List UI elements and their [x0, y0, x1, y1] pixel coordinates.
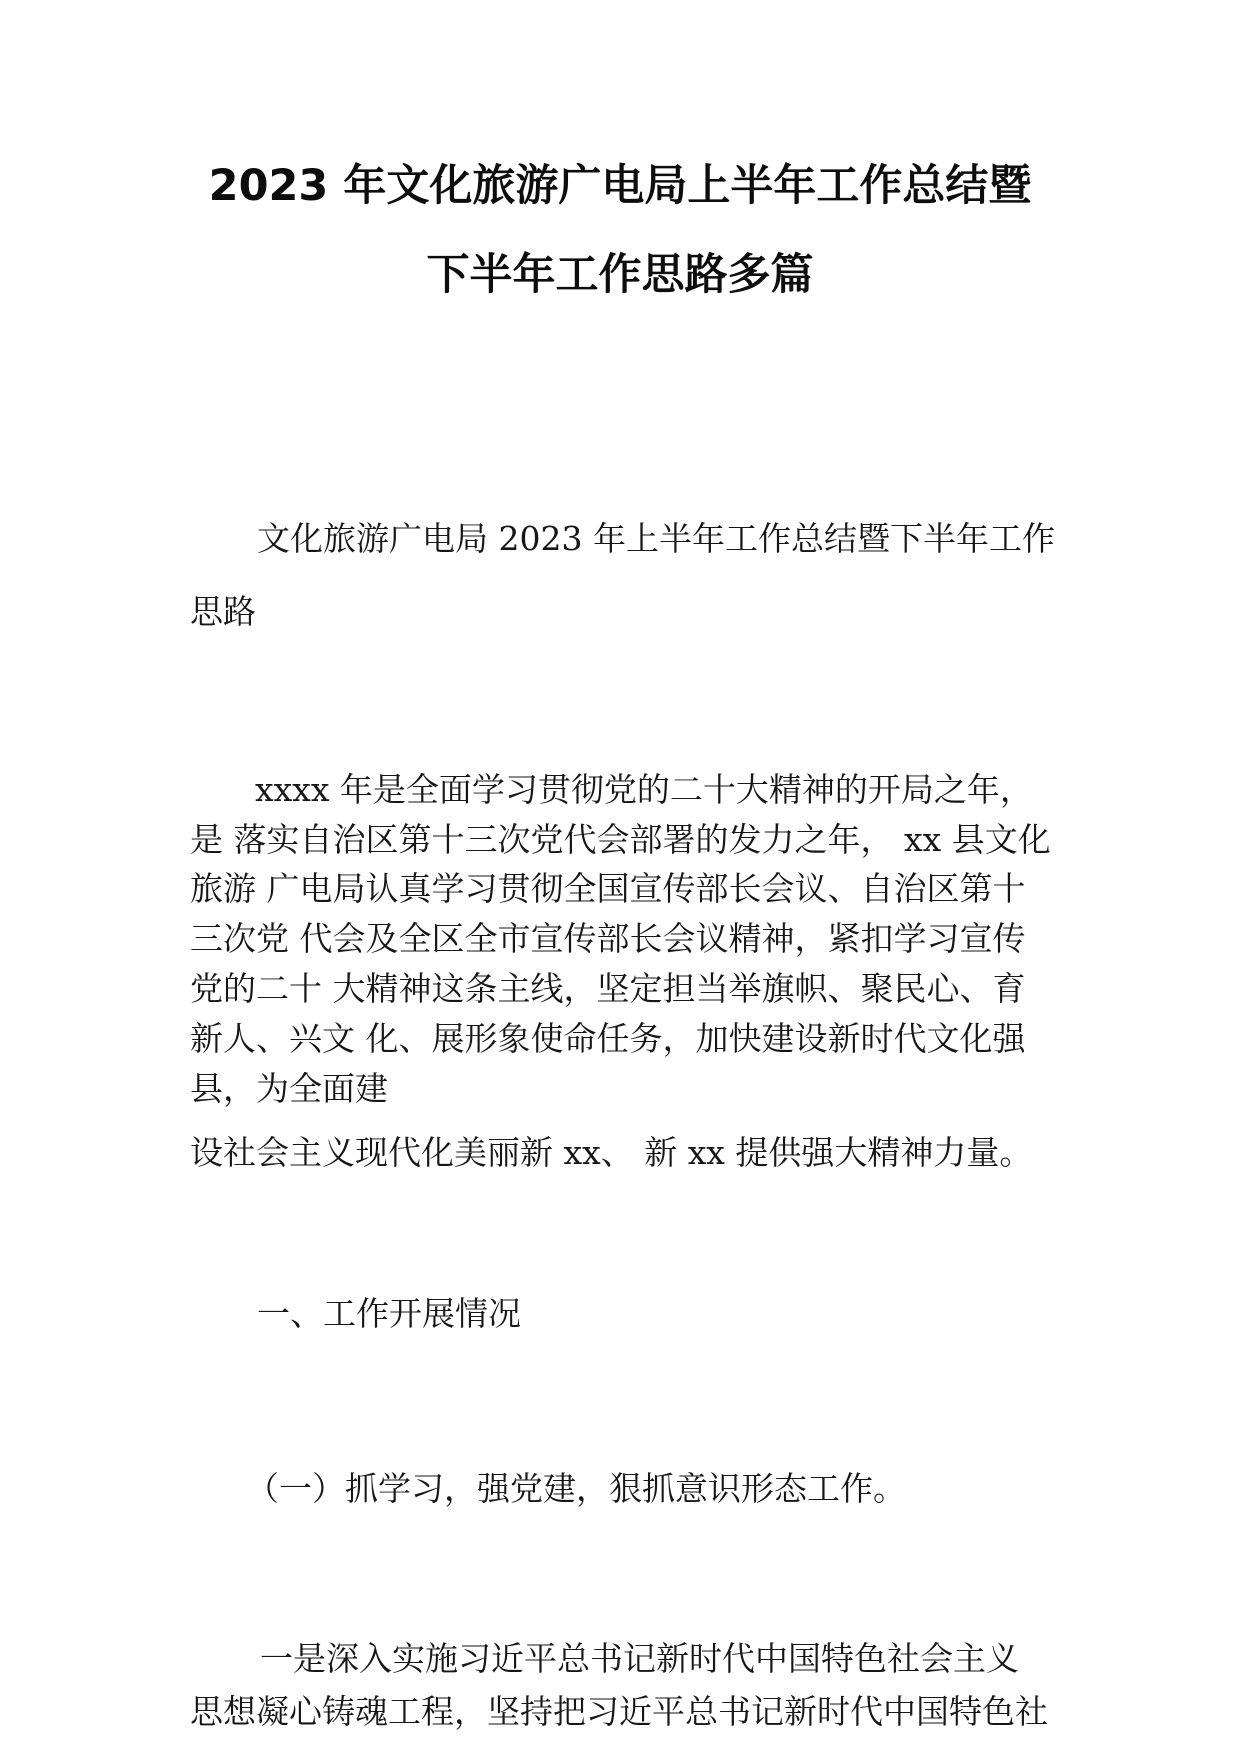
intro-line-1: xxxx 年是全面学习贯彻党的二十大精神的开局之年，	[255, 770, 1033, 809]
intro-line-2: 是 落实自治区第十三次党代会部署的发力之年， xx 县文化	[190, 820, 1051, 859]
paragraph-line-1: 一是深入实施习近平总书记新时代中国特色社会主义	[260, 1639, 1019, 1678]
subtitle-line-1: 文化旅游广电局 2023 年上半年工作总结暨下半年工作	[257, 519, 1055, 558]
intro-line-8: 设社会主义现代化美丽新 xx、 新 xx 提供强大精神力量。	[190, 1133, 1033, 1172]
section-heading-1: 一、工作开展情况	[257, 1294, 521, 1333]
paragraph-line-2: 思想凝心铸魂工程，坚持把习近平总书记新时代中国特色社	[190, 1692, 1048, 1731]
intro-line-7: 县，为全面建	[190, 1069, 388, 1108]
intro-line-3: 旅游 广电局认真学习贯彻全国宣传部长会议、自治区第十	[190, 869, 1026, 908]
intro-line-4: 三次党 代会及全区全市宣传部长会议精神，紧扣学习宣传	[190, 919, 1026, 958]
document-title-line-2: 下半年工作思路多篇	[426, 250, 814, 300]
intro-line-5: 党的二十 大精神这条主线，坚定担当举旗帜、聚民心、育	[190, 969, 1026, 1008]
intro-line-6: 新人、兴文 化、展形象使命任务，加快建设新时代文化强	[190, 1019, 1026, 1058]
subtitle-line-2: 思路	[190, 592, 256, 631]
subsection-heading-1: （一）抓学习，强党建，狠抓意识形态工作。	[246, 1469, 906, 1508]
document-title-line-1: 2023 年文化旅游广电局上半年工作总结暨	[208, 161, 1032, 211]
